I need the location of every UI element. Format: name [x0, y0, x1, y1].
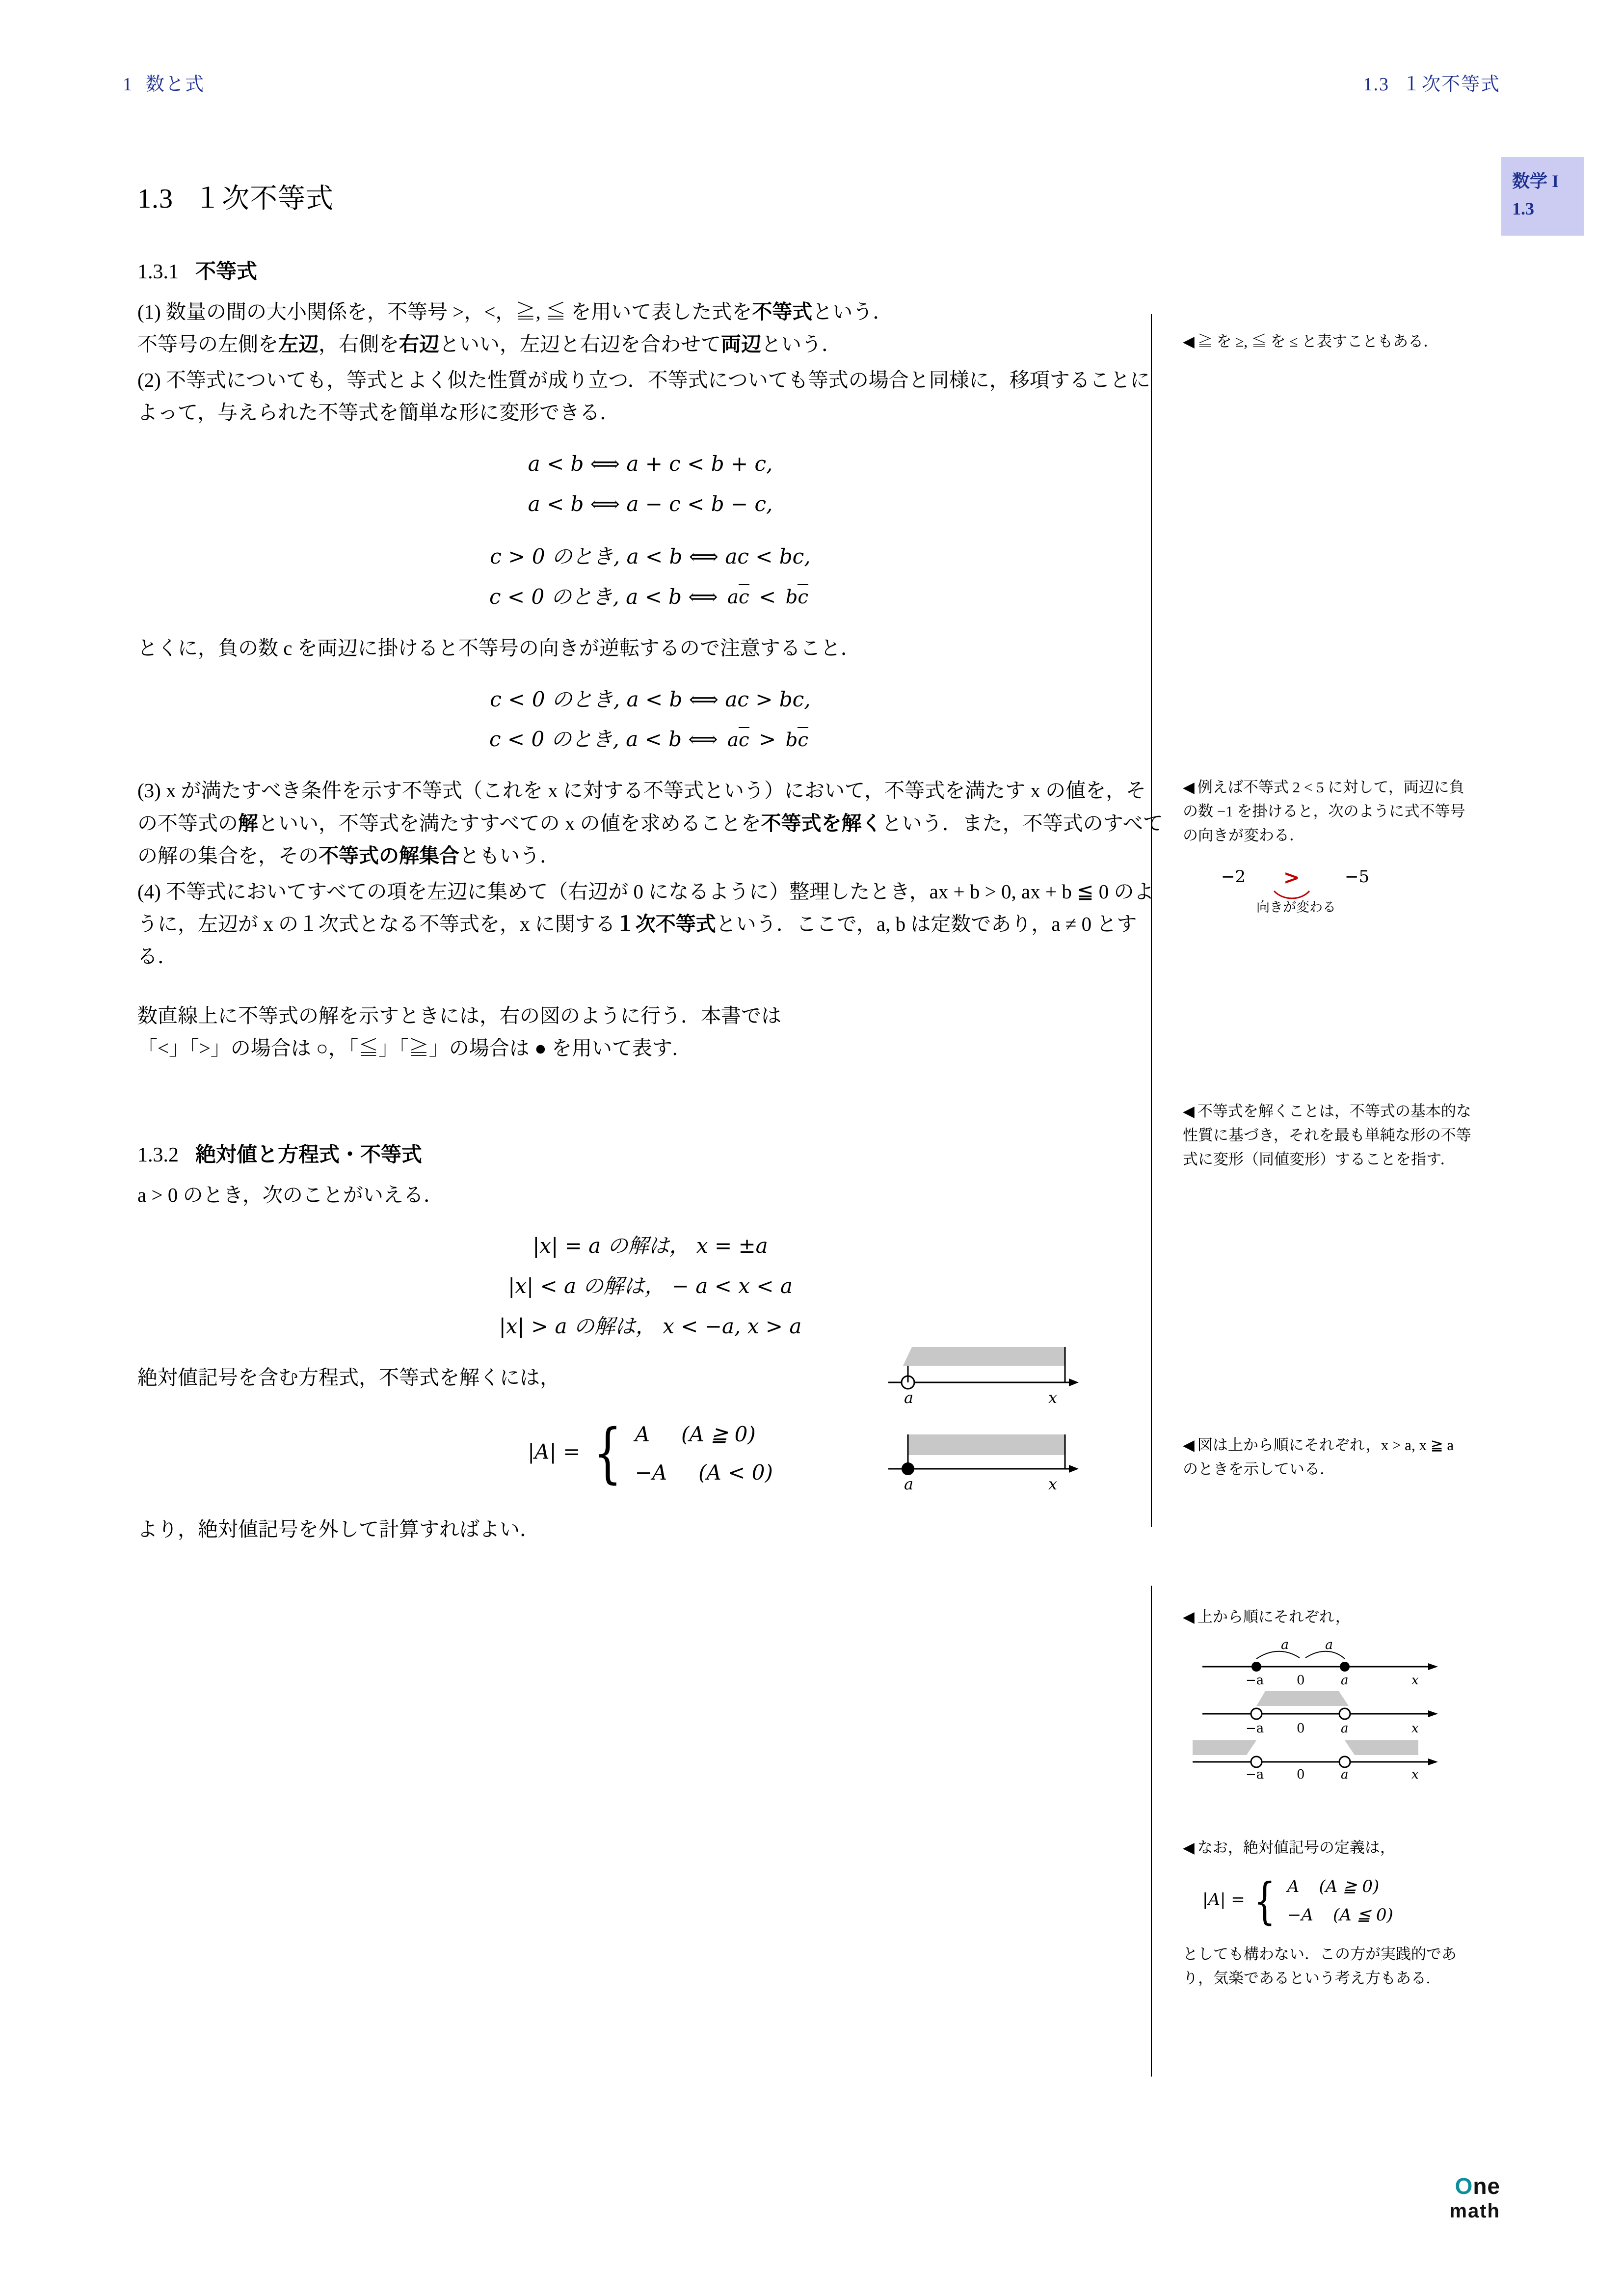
- svg-text:−5: −5: [1345, 866, 1370, 887]
- p2-part-g: という．: [761, 333, 842, 356]
- p5-part-c: といい，不等式を満たすすべての x の値を求めることを: [258, 811, 761, 835]
- side-note-1: ◀ ≧ を ≥, ≦ を ≤ と表すこともある．: [1183, 333, 1439, 350]
- note-2-figure: [1183, 859, 1472, 918]
- term-inequality: 不等式: [752, 300, 813, 323]
- term-solution-set: 不等式の解集合: [319, 844, 459, 867]
- paragraph-1-1: [137, 296, 1163, 328]
- abs-number-lines-svg: [1183, 1636, 1458, 1779]
- math-row-3-text: c > 0 のとき, a < b ⟺ ac < bc,: [490, 544, 811, 569]
- side-note-6: ◀ なお，絶対値記号の定義は， |A| = { A (A ≧ 0) −A (A ≦ 0) としても構わない．この方が実践的であり，気楽であるという考え方もある.: [1183, 1836, 1472, 1991]
- p2-part-a: 不等号の左側を: [137, 333, 278, 356]
- left-brace-icon: {: [1253, 1872, 1276, 1930]
- p6-part-c: という．ここで，a, b は定数であり，a ≠ 0 とする．: [137, 913, 1137, 968]
- subsection-2-heading: [137, 1138, 1163, 1168]
- number-line-figure-main: [874, 1340, 1080, 1502]
- note-marker-icon: ◀: [1183, 1103, 1195, 1120]
- note-cases-row-2: −A (A ≦ 0): [1287, 1905, 1393, 1925]
- cases-lhs: |A| =: [528, 1439, 581, 1464]
- math-abs-lt: |x| < a の解は， − a < x < a: [508, 1273, 793, 1298]
- cases-group: [587, 1415, 773, 1491]
- cases-row-2: −A (A < 0): [635, 1460, 773, 1485]
- subsection-1-heading: [137, 255, 1163, 285]
- svg-text:0: 0: [1297, 1673, 1305, 1688]
- paragraph-1-2: [137, 328, 1163, 360]
- note-6-cases: [1183, 1873, 1472, 1930]
- paragraph-2-2: 絶対値記号を含む方程式，不等式を解くには，: [137, 1366, 560, 1389]
- math-block-3: [137, 1226, 1163, 1347]
- svg-text:a: a: [904, 1475, 914, 1493]
- svg-text:a: a: [1281, 1637, 1289, 1652]
- paragraph-1-7: 数直線上に不等式の解を示すときには，右の図のように行う．本書では「<」「>」の場合は ○，「≦」「≧」の場合は ● を用いて表す.: [137, 1004, 781, 1060]
- term-left-side: 左辺: [278, 333, 319, 356]
- math-block-2: [137, 679, 1163, 760]
- running-head-right-title: １次不等式: [1402, 74, 1500, 95]
- side-tab: [1501, 157, 1584, 236]
- svg-text:x: x: [1048, 1475, 1058, 1493]
- svg-text:−a: −a: [1246, 1767, 1264, 1779]
- side-note-3: ◀ 不等式を解くことは，不等式の基本的な性質に基づき，それを最も単純な形の不等式に変形（同値変形）することを指す．: [1183, 1103, 1471, 1168]
- math-row-6: c < 0 のとき, a < b ⟺ ac > bc: [489, 727, 808, 752]
- p1-part-a: (1) 数量の間の大小関係を，不等号 >，<，≧, ≦ を用いて表した式を: [137, 300, 752, 323]
- svg-text:−2: −2: [1221, 866, 1246, 887]
- note-marker-icon: ◀: [1183, 1608, 1195, 1625]
- subsection-1-title: 不等式: [195, 261, 258, 283]
- fraction-a-over-c-2: ac: [727, 730, 749, 751]
- note-marker-icon: ◀: [1183, 779, 1195, 796]
- svg-text:x: x: [1411, 1721, 1419, 1736]
- svg-text:x: x: [1411, 1767, 1419, 1779]
- term-right-side: 右辺: [399, 333, 439, 356]
- side-note-4: ◀ 図は上から順にそれぞれ，x > a, x ≧ a のときを示している．: [1183, 1436, 1454, 1478]
- p2-part-c: ，右側を: [319, 333, 399, 356]
- svg-text:0: 0: [1297, 1721, 1305, 1736]
- page-title-text: １次不等式: [194, 184, 334, 214]
- side-note-7: としても構わない．この方が実践的であり，気楽であるという考え方もある.: [1183, 1945, 1457, 1987]
- left-brace-icon: {: [593, 1415, 622, 1491]
- svg-text:0: 0: [1297, 1767, 1305, 1779]
- p5-part-g: ともいう．: [459, 844, 560, 867]
- svg-text:向きが変わる: 向きが変わる: [1256, 899, 1336, 915]
- p1-part-c: という．: [812, 300, 893, 323]
- side-tab-section: 1.3: [1512, 198, 1534, 218]
- term-both-sides: 両辺: [721, 333, 761, 356]
- fraction-b-over-c-2: bc: [786, 730, 808, 751]
- logo-o-glyph: O: [1455, 2173, 1473, 2199]
- note-marker-icon: ◀: [1183, 1436, 1195, 1454]
- side-note-5: ◀ 上から順にそれぞれ， a a −a 0 a x −a 0 a x −a 0 a x: [1183, 1605, 1472, 1779]
- p5-part-a: (3) x が満たすべき条件を示す不等式（これを x に対する不等式という）において，不等式を満たす x の値を，その不等式の: [137, 779, 1146, 835]
- subsection-2-number: 1.3.2: [137, 1143, 179, 1166]
- p5-part-e: という．また，不等式のすべての解の集合を，その: [137, 811, 1163, 867]
- svg-text:a: a: [1341, 1767, 1349, 1779]
- svg-text:a: a: [1341, 1721, 1349, 1736]
- subsection-1-number: 1.3.1: [137, 261, 179, 283]
- math-row-1: a < b ⟺ a + c < b + c,: [528, 451, 773, 476]
- paragraph-1-3: (2) 不等式についても，等式とよく似た性質が成り立つ．不等式についても等式の場合と同様に，移項することによって，与えられた不等式を簡単な形に変形できる．: [137, 368, 1150, 424]
- sidenote-divider-bottom: [1151, 1586, 1152, 2077]
- svg-text:a: a: [1325, 1637, 1333, 1652]
- math-row-6-text: c < 0 のとき, a < b ⟺: [489, 727, 718, 752]
- svg-text:x: x: [1411, 1673, 1419, 1688]
- running-head-right-number: 1.3: [1363, 74, 1389, 95]
- note-marker-icon: ◀: [1183, 333, 1195, 350]
- math-block-1: [137, 444, 1163, 618]
- note-cases-group: [1249, 1873, 1393, 1930]
- p6-part-a: (4) 不等式においてすべての項を左辺に集めて（右辺が 0 になるように）整理したとき，ax + b > 0, ax + b ≦ 0 のように，左辺が x の１次式となる不等式を，x に関する: [137, 880, 1154, 935]
- math-row-4-text: c < 0 のとき, a < b ⟺: [489, 585, 718, 609]
- logo-one-text: One: [1455, 2173, 1500, 2199]
- subsection-2-title: 絶対値と方程式・不等式: [195, 1143, 423, 1166]
- svg-text:a: a: [904, 1388, 914, 1407]
- running-head-left: [123, 69, 205, 96]
- svg-text:−a: −a: [1246, 1673, 1264, 1688]
- running-head-right: [1363, 69, 1500, 96]
- p2-part-e: といい，左辺と右辺を合わせて: [439, 333, 721, 356]
- term-solution: 解: [238, 811, 258, 835]
- note-marker-icon: ◀: [1183, 1839, 1195, 1856]
- paragraph-1-6: [137, 875, 1163, 973]
- term-solve-inequality: 不等式を解く: [761, 811, 882, 835]
- svg-text:>: >: [1283, 865, 1300, 889]
- paragraph-2-3: より，絶対値記号を外して計算すればよい．: [137, 1518, 540, 1541]
- cases-row-1: A (A ≧ 0): [635, 1422, 756, 1447]
- term-linear-inequality: １次不等式: [615, 913, 716, 935]
- paragraph-2-1: a > 0 のとき，次のことがいえる．: [137, 1183, 444, 1206]
- fraction-b-over-c: bc: [786, 587, 808, 608]
- page-title: [137, 177, 334, 216]
- running-head-left-number: 1: [123, 74, 133, 95]
- math-row-2: a < b ⟺ a − c < b − c,: [528, 491, 773, 516]
- svg-text:x: x: [1048, 1388, 1058, 1407]
- svg-text:a: a: [1341, 1673, 1349, 1688]
- sign-flip-svg: [1183, 859, 1413, 918]
- running-head: [123, 69, 1500, 95]
- svg-text:−a: −a: [1246, 1721, 1264, 1736]
- math-row-3: [137, 537, 1163, 577]
- paragraph-1-4: とくに，負の数 c を両辺に掛けると不等号の向きが逆転するので注意すること．: [137, 637, 861, 660]
- paragraph-1-5: [137, 774, 1163, 872]
- fraction-a-over-c: ac: [727, 587, 749, 608]
- running-head-left-title: 数と式: [146, 74, 205, 95]
- side-note-2: ◀ 例えば不等式 2 < 5 に対して，両辺に負の数 −1 を掛けると，次のように式不等号の向きが変わる． −2 > −5 向きが変わる: [1183, 776, 1472, 918]
- note-5-figures: [1183, 1636, 1472, 1779]
- side-tab-subject: 数学 I: [1512, 171, 1559, 191]
- note-cases-lhs: |A| =: [1202, 1890, 1245, 1910]
- math-abs-gt: |x| > a の解は， x < −a, x > a: [499, 1314, 802, 1338]
- number-line-svg-main: [874, 1340, 1080, 1502]
- logo-math-text: math: [1449, 2200, 1500, 2222]
- footer-logo: [1449, 2173, 1500, 2222]
- math-row-5: c < 0 のとき, a < b ⟺ ac > bc,: [490, 687, 811, 711]
- math-abs-eq: |x| = a の解は， x = ±a: [532, 1234, 768, 1258]
- note-cases-row-1: A (A ≧ 0): [1287, 1876, 1380, 1896]
- page-title-number: 1.3: [137, 184, 173, 214]
- math-row-4: c < 0 のとき, a < b ⟺ ac < bc: [489, 585, 808, 609]
